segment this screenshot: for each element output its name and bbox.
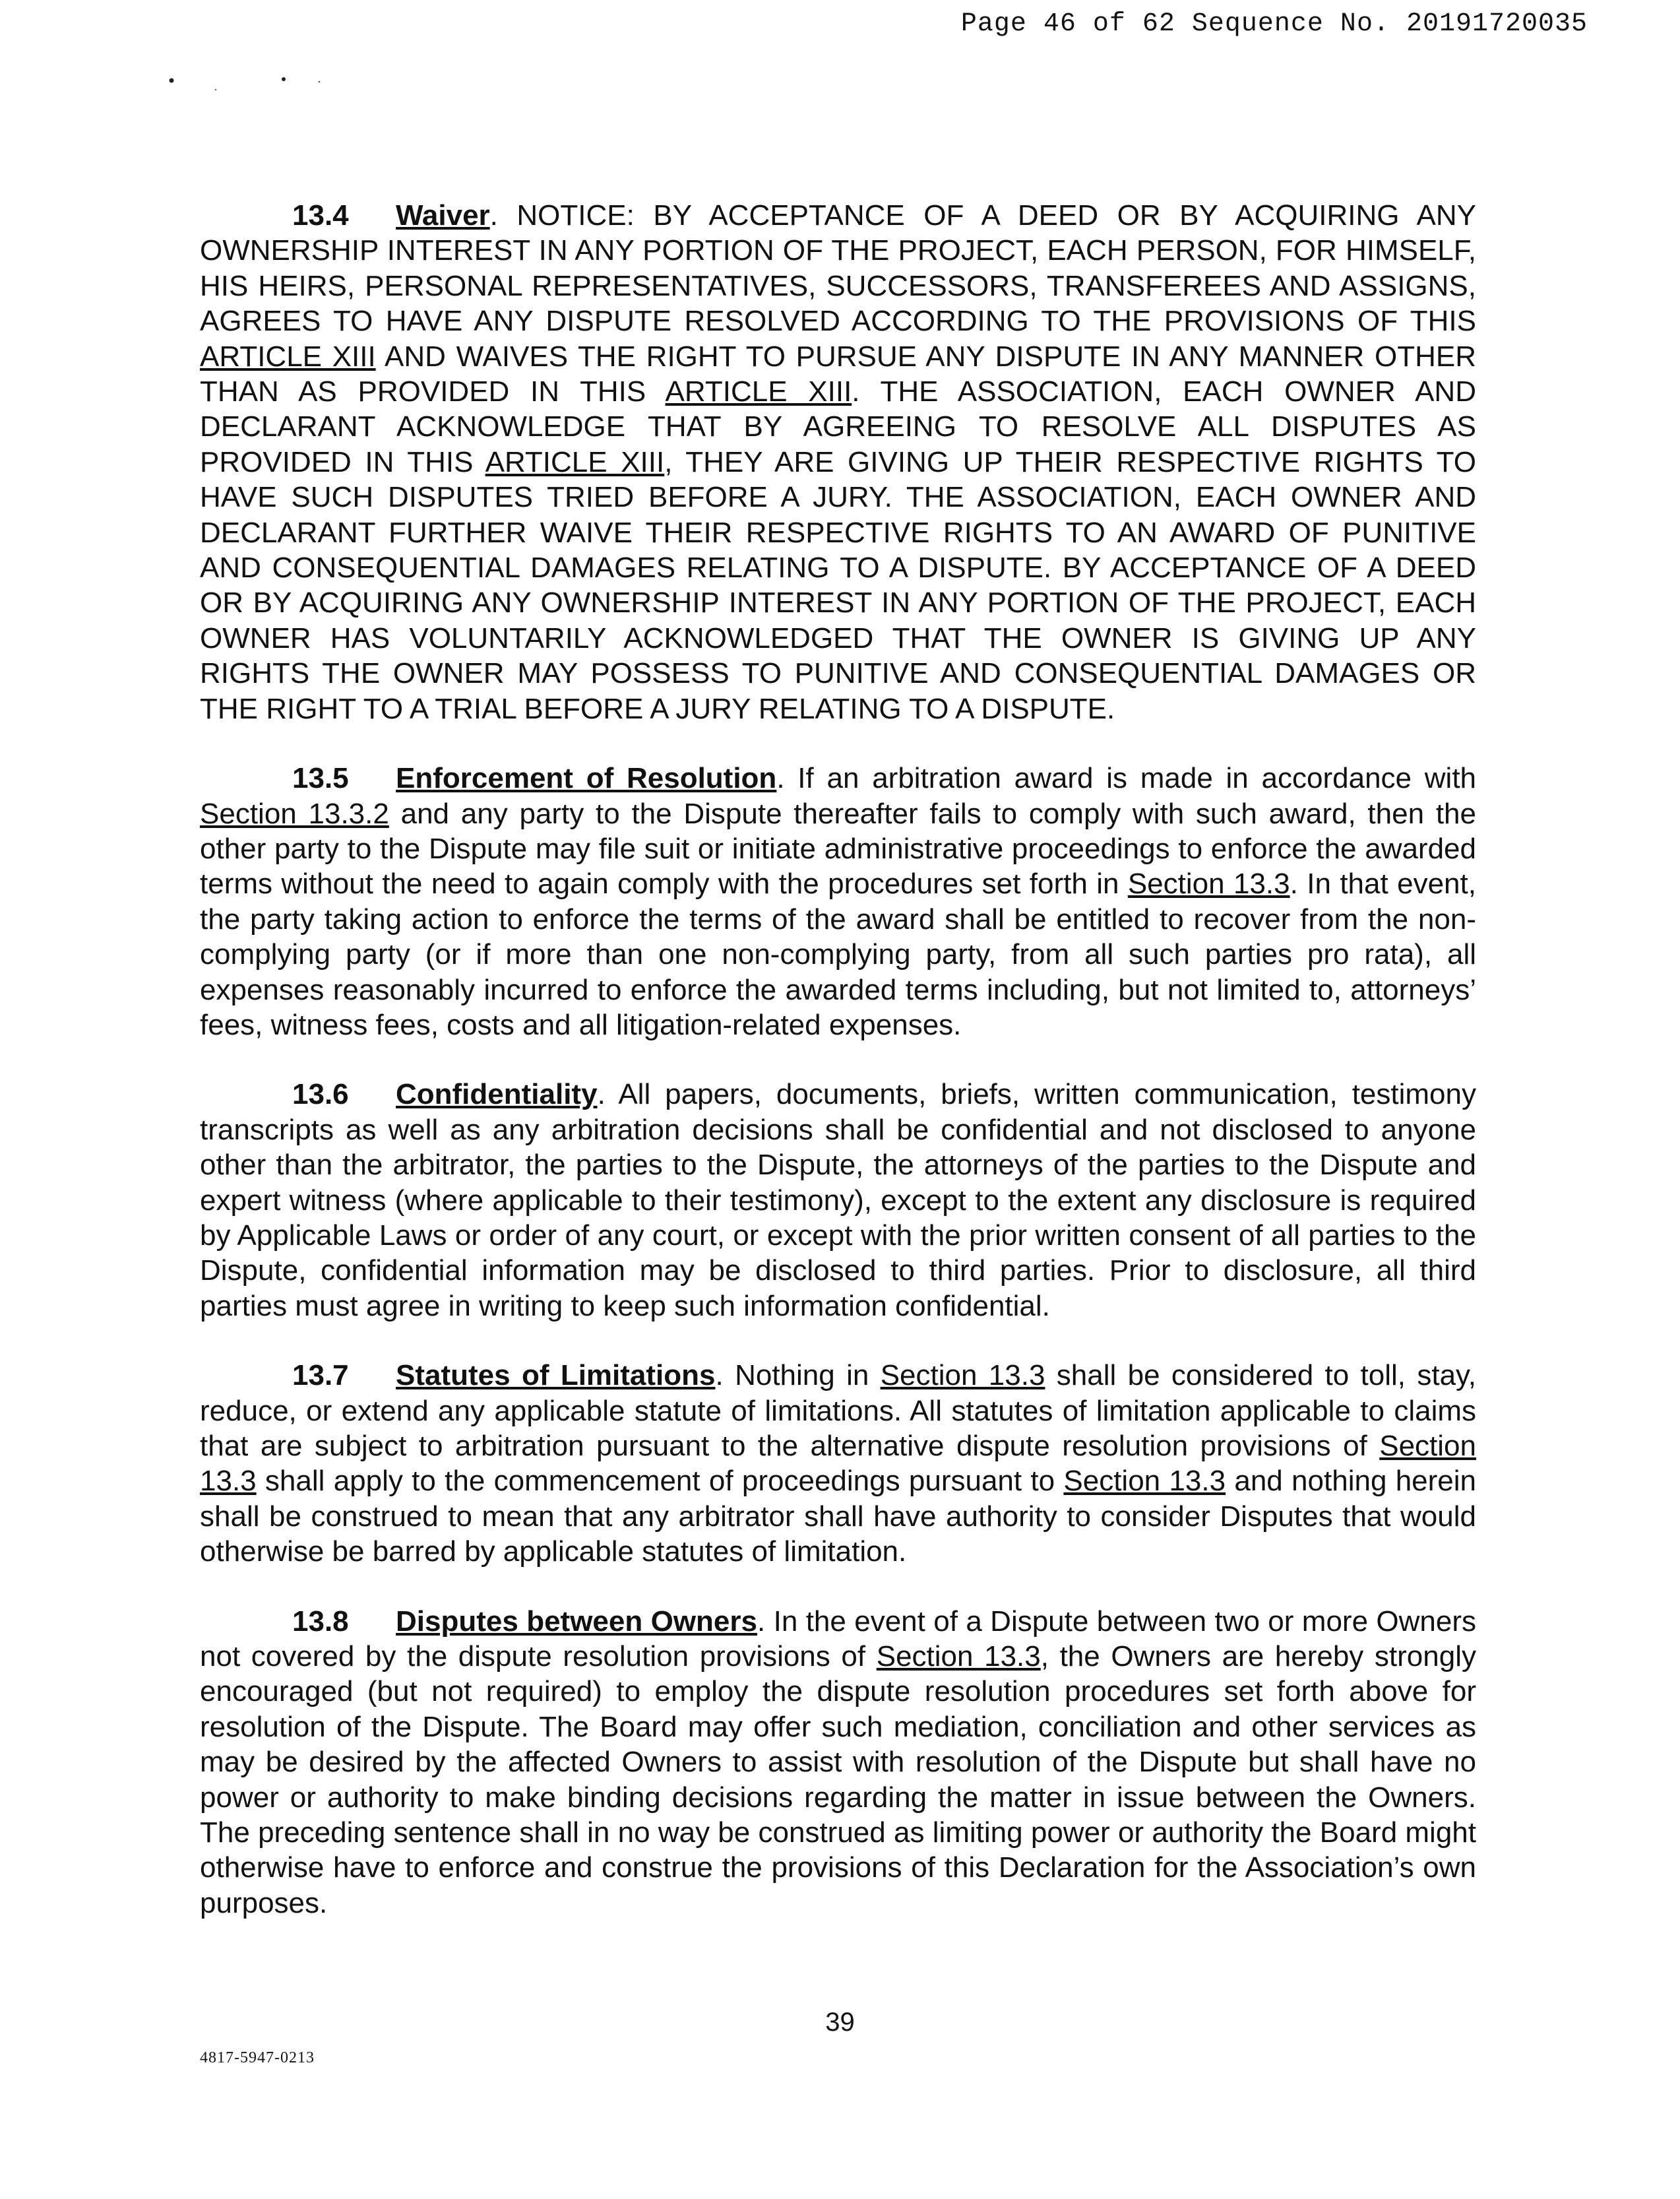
section-13-6: 13.6 Confidentiality. All papers, documents, briefs, written communication, testimony transcripts as well as any arbitration decisions shall be confidential and not disclosed to anyone other than the arbitrator, the parties to the Dispute, the attorneys of the parties to the Dispute and expert witness (where applicable to their testimony), except to the extent any disclosure is required by Applicable Laws or order of any court, or except with the prior written consent of all parties to the Dispute, confidential information may be disclosed to third parties. Prior to disclosure, all third parties must agree in writing to keep such information confidential. xyxy=(200,1078,1476,1322)
section-text: AND WAIVES THE RIGHT TO PURSUE ANY DISPUTE IN ANY MANNER OTHER THAN AS PROVIDED IN THIS xyxy=(200,340,1476,408)
speck xyxy=(170,79,174,83)
section-text: . THE ASSOCIATION, EACH OWNER AND DECLARANT ACKNOWLEDGE THAT BY AGREEING TO RESOLVE ALL DISPUTES AS PROVIDED IN THIS xyxy=(200,375,1476,478)
cross-reference: Section 13.3 xyxy=(200,1430,1476,1498)
cross-reference: Section 13.3 xyxy=(1063,1465,1226,1498)
section-number: 13.7 xyxy=(292,1359,349,1392)
scan-specks xyxy=(165,66,330,92)
section-text: NOTICE: BY ACCEPTANCE OF A DEED OR BY ACQUIRING ANY OWNERSHIP INTEREST IN ANY PORTION OF THE PROJECT, EACH PERSON, FOR HIMSELF, HIS HEIRS, PERSONAL REPRESENTATIVES, SUCCESSORS, TRANSFEREES AND ASSIGNS, AGREES TO HAVE ANY DISPUTE RESOLVED ACCORDING TO THE PROVISIONS OF THIS xyxy=(200,199,1476,338)
section-13-5: 13.5 Enforcement of Resolution. If an arbitration award is made in accordance with Section 13.3.2 and any party to the Dispute thereafter fails to comply with such award, then the other party to the Dispute may file suit or initiate administrative proceedings to enforce the awarded terms without the need to again comply with the procedures set forth in Section 13.3. In that event, the party taking action to enforce the terms of the award shall be entitled to recover from the non-complying party (or if more than one non-complying party, from all such parties pro rata), all expenses reasonably incurred to enforce the awarded terms including, but not limited to, attorneys’ fees, witness fees, costs and all litigation-related expenses. xyxy=(200,762,1477,1041)
speck xyxy=(282,77,286,81)
cross-reference: Section 13.3.2 xyxy=(200,797,389,830)
section-text: shall be considered to toll, stay, reduce, or extend any applicable statute of limitations. All statutes of limitation applicable to claims that are subject to arbitration pursuant to the alternative dispute resolution provisions of xyxy=(200,1359,1477,1462)
section-text: and nothing herein shall be construed to mean that any arbitrator shall have authority to consider Disputes that would otherwise be barred by applicable statutes of limitation. xyxy=(200,1465,1477,1568)
section-number: 13.5 xyxy=(292,762,349,795)
cross-reference: Section 13.3 xyxy=(1127,868,1290,901)
cross-reference: ARTICLE XIII xyxy=(200,340,376,373)
section-text: and any party to the Dispute thereafter fails to comply with such award, then the other party to the Dispute may file suit or initiate administrative proceedings to enforce the awarded terms without the need to again comply with the procedures set forth in xyxy=(200,797,1476,901)
cross-reference: ARTICLE XIII xyxy=(665,375,852,408)
page-sequence-stamp: Page 46 of 62 Sequence No. 20191720035 xyxy=(960,9,1588,39)
speck xyxy=(319,81,321,83)
section-number: 13.6 xyxy=(292,1078,349,1111)
section-13-4: 13.4 Waiver. NOTICE: BY ACCEPTANCE OF A DEED OR BY ACQUIRING ANY OWNERSHIP INTEREST IN ANY PORTION OF THE PROJECT, EACH PERSON, FOR HIMSELF, HIS HEIRS, PERSONAL REPRESENTATIVES, SUCCESSORS, TRANSFEREES AND ASSIGNS, AGREES TO HAVE ANY DISPUTE RESOLVED ACCORDING TO THE PROVISIONS OF THIS ARTICLE XIII AND WAIVES THE RIGHT TO PURSUE ANY DISPUTE IN ANY MANNER OTHER THAN AS PROVIDED IN THIS ARTICLE XIII. THE ASSOCIATION, EACH OWNER AND DECLARANT ACKNOWLEDGE THAT BY AGREEING TO RESOLVE ALL DISPUTES AS PROVIDED IN THIS ARTICLE XIII, THEY ARE GIVING UP THEIR RESPECTIVE RIGHTS TO HAVE SUCH DISPUTES TRIED BEFORE A JURY. THE ASSOCIATION, EACH OWNER AND DECLARANT FURTHER WAIVE THEIR RESPECTIVE RIGHTS TO AN AWARD OF PUNITIVE AND CONSEQUENTIAL DAMAGES RELATING TO A DISPUTE. BY ACCEPTANCE OF A DEED OR BY ACQUIRING ANY OWNERSHIP INTEREST IN ANY PORTION OF THE PROJECT, EACH OWNER HAS VOLUNTARILY ACKNOWLEDGED THAT THE OWNER IS GIVING UP ANY RIGHTS THE OWNER MAY POSSESS TO PUNITIVE AND CONSEQUENTIAL DAMAGES OR THE RIGHT TO A TRIAL BEFORE A JURY RELATING TO A DISPUTE. xyxy=(200,199,1476,725)
section-text: , THEY ARE GIVING UP THEIR RESPECTIVE RIGHTS TO HAVE SUCH DISPUTES TRIED BEFORE A JURY. THE ASSOCIATION, EACH OWNER AND DECLARANT FURTHER WAIVE THEIR RESPECTIVE RIGHTS TO AN AWARD OF PUNITIVE AND CONSEQUENTIAL DAMAGES RELATING TO A DISPUTE. BY ACCEPTANCE OF A DEED OR BY ACQUIRING ANY OWNERSHIP INTEREST IN ANY PORTION OF THE PROJECT, EACH OWNER HAS VOLUNTARILY ACKNOWLEDGED THAT THE OWNER IS GIVING UP ANY RIGHTS THE OWNER MAY POSSESS TO PUNITIVE AND CONSEQUENTIAL DAMAGES OR THE RIGHT TO A TRIAL BEFORE A JURY RELATING TO A DISPUTE. xyxy=(200,445,1476,725)
cross-reference: Section 13.3 xyxy=(876,1640,1041,1673)
speck xyxy=(215,89,216,90)
section-text: shall apply to the commencement of proceedings pursuant to xyxy=(256,1465,1064,1498)
section-heading: Statutes of Limitations xyxy=(396,1359,716,1392)
section-text: In the event of a Dispute between two or more Owners not covered by the dispute resolution provisions of xyxy=(200,1605,1477,1673)
page-number: 39 xyxy=(825,2008,855,2037)
cross-reference: ARTICLE XIII xyxy=(485,445,665,478)
section-heading: Confidentiality xyxy=(396,1078,598,1111)
section-text: If an arbitration award is made in accordance with xyxy=(784,762,1477,795)
section-number: 13.8 xyxy=(292,1605,349,1638)
section-heading: Enforcement of Resolution xyxy=(396,762,777,795)
section-13-7: 13.7 Statutes of Limitations. Nothing in Section 13.3 shall be considered to toll, stay, reduce, or extend any applicable statute of limitations. All statutes of limitation applicable to claims that are subject to arbitration pursuant to the alternative dispute resolution provisions of Section 13.3 shall apply to the commencement of proceedings pursuant to Section 13.3 and nothing herein shall be construed to mean that any arbitrator shall have authority to consider Disputes that would otherwise be barred by applicable statutes of limitation. xyxy=(200,1359,1477,1568)
section-13-8: 13.8 Disputes between Owners. In the event of a Dispute between two or more Owners not covered by the dispute resolution provisions of Section 13.3, the Owners are hereby strongly encouraged (but not required) to employ the dispute resolution procedures set forth above for resolution of the Dispute. The Board may offer such mediation, conciliation and other services as may be desired by the affected Owners to assist with resolution of the Dispute but shall have no power or authority to make binding decisions regarding the matter in issue between the Owners. The preceding sentence shall in no way be construed as limiting power or authority the Board might otherwise have to enforce and construe the provisions of this Declaration for the Association’s own purposes. xyxy=(200,1605,1477,1919)
document-body xyxy=(200,198,1476,1955)
section-text: . In that event, the party taking action to enforce the terms of the award shall be entitled to recover from the non-complying party (or if more than one non-complying party, from all such parties pro rata), all expenses reasonably incurred to enforce the awarded terms including, but not limited to, attorneys’ fees, witness fees, costs and all litigation-related expenses. xyxy=(200,868,1476,1041)
section-heading: Waiver xyxy=(396,199,490,232)
document-id: 4817-5947-0213 xyxy=(200,2049,315,2066)
cross-reference: Section 13.3 xyxy=(880,1359,1045,1392)
section-text: Nothing in xyxy=(723,1359,881,1392)
section-text: , the Owners are hereby strongly encouraged (but not required) to employ the dispute resolution procedures set forth above for resolution of the Dispute. The Board may offer such mediation, conciliation and other services as may be desired by the affected Owners to assist with resolution of the Dispute but shall have no power or authority to make binding decisions regarding the matter in issue between the Owners. The preceding sentence shall in no way be construed as limiting power or authority the Board might otherwise have to enforce and construe the provisions of this Declaration for the Association’s own purposes. xyxy=(200,1640,1476,1919)
section-text: All papers, documents, briefs, written communication, testimony transcripts as well as any arbitration decisions shall be confidential and not disclosed to anyone other than the arbitrator, the parties to the Dispute, the attorneys of the parties to the Dispute and expert witness (where applicable to their testimony), except to the extent any disclosure is required by Applicable Laws or order of any court, or except with the prior written consent of all parties to the Dispute, confidential information may be disclosed to third parties. Prior to disclosure, all third parties must agree in writing to keep such information confidential. xyxy=(200,1078,1476,1322)
section-number: 13.4 xyxy=(292,199,349,232)
section-heading: Disputes between Owners xyxy=(396,1605,758,1638)
